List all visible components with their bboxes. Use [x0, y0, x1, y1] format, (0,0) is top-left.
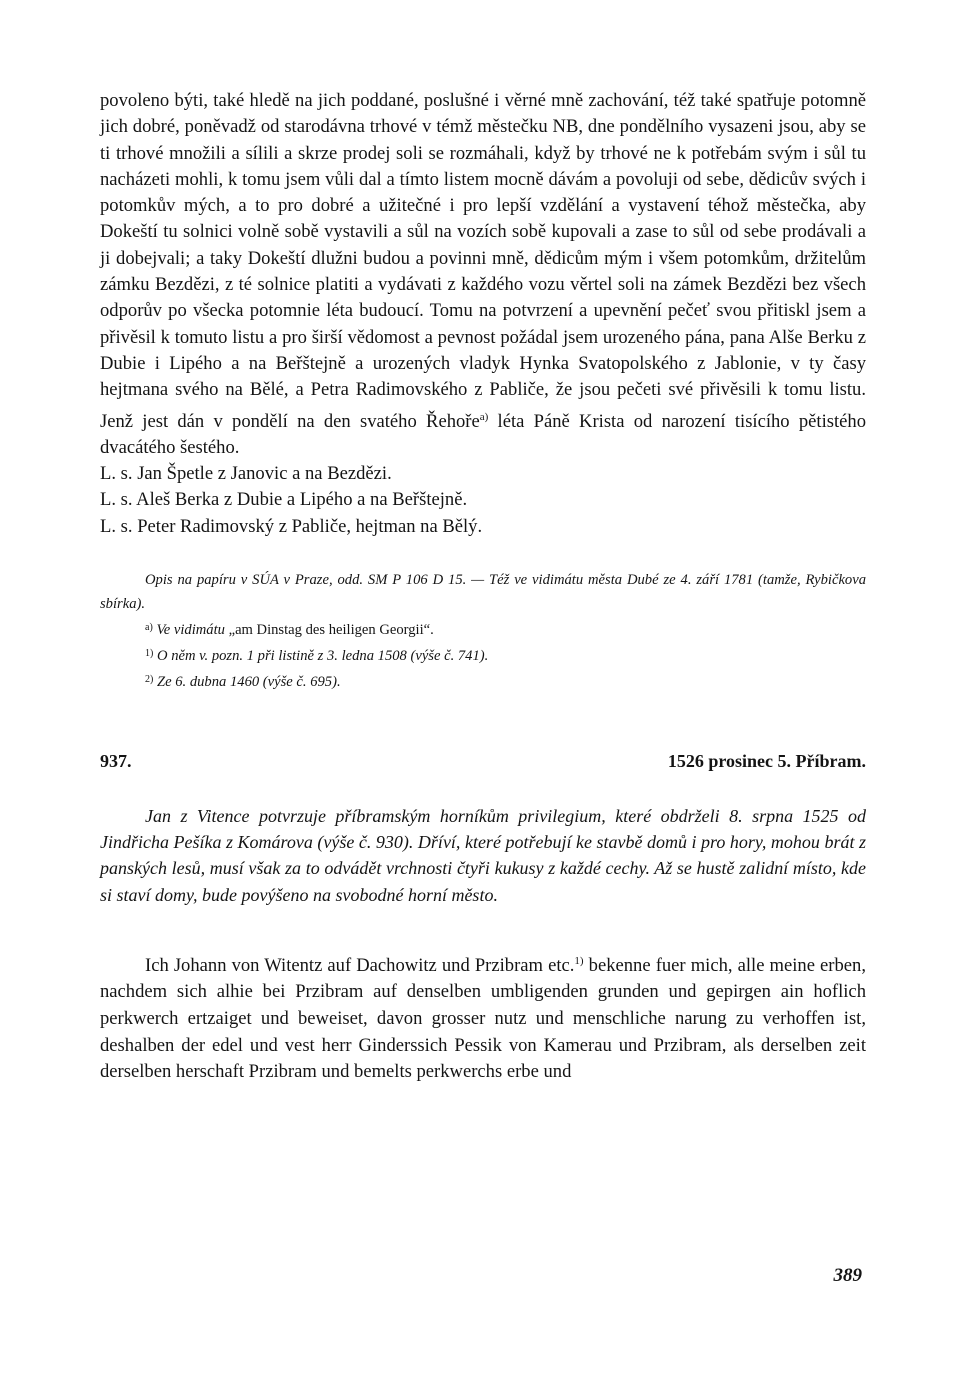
- charter-text-end: léta Páně Krista od narození tisícího pětistého dvacátého šestého.: [100, 410, 866, 458]
- document-body: [100, 948, 866, 1086]
- document-number: 937.: [100, 751, 132, 772]
- footnote-a: [100, 616, 866, 642]
- footnote-2: [100, 668, 866, 694]
- footnote-italic: Ve vidimátu: [156, 622, 225, 639]
- footnote-mark: 2): [145, 674, 154, 686]
- seal-line-2: L. s. Aleš Berka z Dubie a Lipého a na Beřštejně.: [100, 489, 468, 511]
- document-date-place: 1526 prosinec 5. Příbram.: [667, 751, 866, 772]
- footnote-1: [100, 642, 866, 668]
- charter-text: povoleno býti, také hledě na jich poddané, poslušné i věrné mně zachování, též také spatřuje potomně jich dobré, poněvadž od starodávna trhové v témž městečku NB, dne pondělního vysazeni jsou, aby se ti trhové množili a sílili a skrze prodej soli se rozmáhali, když by trhové ne k potřebám svým i sůl tu nacházeti mohli, k tomu jsem vůli dal a tímto listem mocně dávám a povoluji od sebe, dědicův svých i potomkův mých, a to pro dobré a užitečné i pro lepší vzdělání a vystavení téhož městečka, aby Dokeští tu solnici volně sobě vystavili a sůl na vozích sobě kupovali a zase to sůl od sebe prodávali a ji dobejvali; a taky Dokeští dlužni budou a povinni mně, dědicům mým i všem potomkům, držitelům zámku Bezdězi, z té solnice platiti a vydávati z každého vozu věrtel soli na zámek Bezdězi bez všech odporův po všecka potomnie léta budoucí. Tomu na potvrzení a upevnění pečeť svou přitiskl jsem a přivěsil k tomuto listu a pro širší vědomost a pevnost požádal jsem urozeného pána, pana Alše Berku z Dubie i Lipého a na Beřštejně a urozených vladyk Hynka Svatopolského z Jablonie, v ty časy hejtmana svého na Bělé, a Petra Radimovského z Pabliče, že jsou pečeti své přivěsili k tomu listu. Jenž jest dán v pondělí na den svatého Řehoře: [100, 90, 866, 432]
- apparatus-notes: [100, 568, 866, 694]
- note-mark-a: a): [479, 410, 489, 423]
- body-start: Ich Johann von Witentz auf Dachowitz und Przibram etc.: [145, 954, 575, 976]
- body-rest: bekenne fuer mich, alle meine erben, nachdem sich alhie bei Przibram auf denselben umbligenden grunden und gepirgen ain hoflich perkwerch ertzaiget und beweiset, davon grosser nutz und menschliche narung zu verhoffen ist, deshalben der edel und vest herr Ginderssich Pessik von Kamerau und Przibram, als derselben zeit derselben herschaft Przibram und bemelts perkwerchs erbe und: [100, 954, 866, 1083]
- page-number: 389: [833, 1265, 862, 1286]
- footnote-mark: 1): [145, 648, 154, 660]
- seal-line-1: L. s. Jan Špetle z Janovic a na Bezdězi.: [100, 463, 392, 485]
- regest: Jan z Vitence potvrzuje příbramským horníkům privilegium, které obdrželi 8. srpna 1525 od Jindřicha Pešíka z Komárova (výše č. 930). Dříví, které potřebují ke stavbě domů i pro hory, mohou brát z panských lesů, musí však za to odvádět vrchnosti čtyři kukusy z každé cechy. Až se hustě zalidní místo, kde si staví domy, bude povýšeno na svobodné horní město.: [100, 806, 866, 905]
- seal-line-3: L. s. Peter Radimovský z Pabliče, hejtman na Bělý.: [100, 515, 483, 537]
- footnote-italic: O něm v. pozn. 1 při listině z 3. ledna 1508 (výše č. 741).: [157, 648, 489, 665]
- page: [100, 88, 866, 1086]
- charter-paragraph: [100, 88, 866, 461]
- body-note-mark: 1): [574, 954, 584, 967]
- document-heading: [100, 749, 866, 773]
- main-text: [100, 88, 866, 540]
- footnote-italic: Ze 6. dubna 1460 (výše č. 695).: [157, 674, 341, 691]
- source-note: Opis na papíru v SÚA v Praze, odd. SM P 106 D 15. — Též ve vidimátu města Dubé ze 4. září 1781 (tamže, Rybičkova sbírka).: [100, 572, 866, 613]
- footnote-mark: a): [145, 622, 153, 634]
- footnote-roman: „am Dinstag des heiligen Georgii“.: [224, 622, 434, 639]
